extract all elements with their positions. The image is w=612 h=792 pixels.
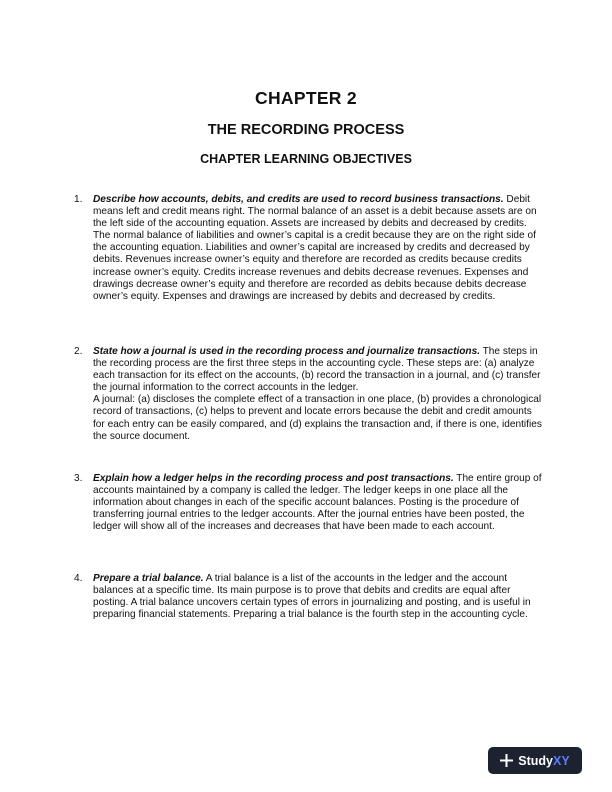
objective-text: Debit means left and credit means right. The normal balance of an asset is a debit because assets are on the left side of the accounting equation. Assets are increased by debits and decreased by credits. The normal balance of liabilities and owner’s capital is a credit because they are on the right side of the accounting equation. Liabilities and owner’s capital are increased by credits and decreased by debits. Revenues increase owner’s equity and therefore are recorded as credits because credits increase owner’s equity. Credits increase revenues and debits decrease revenues. Expenses and drawings decrease owner’s equity and therefore are recorded as debits because debits decrease owner’s equity. Expenses and drawings are increased by debits and decreased by credits. (93, 194, 537, 302)
objective-number: 2. (74, 346, 83, 357)
objective-text: The steps in the recording process are the first three steps in the accounting cycle. These steps are: (a) analyze each transaction for its effect on the accounts, (b) record the transaction in a journal, and (c) transfer the journal information to the correct accounts in the ledger. (93, 346, 541, 394)
objective-1 (74, 194, 544, 303)
objective-body (93, 346, 544, 443)
objective-text: A trial balance is a list of the accounts in the ledger and the account balances at a specific time. Its main purpose is to prove that debits and credits are equal after posting. A trial balance uncovers certain types of errors in journalizing and posting, and is useful in preparing financial statements. Preparing a trial balance is the fourth step in the accounting cycle. (93, 573, 531, 621)
objective-lead: Explain how a ledger helps in the recording process and post transactions. (93, 473, 454, 484)
brand-prefix: Study (518, 753, 554, 768)
objective-body (93, 573, 544, 621)
objective-lead: Describe how accounts, debits, and credits are used to record business transactions. (93, 194, 504, 205)
objective-4 (74, 573, 544, 621)
objective-number: 3. (74, 473, 83, 484)
objective-text: The entire group of accounts maintained by a company is called the ledger. The ledger keeps in one place all the information about changes in each of the specific account balances. Posting is the procedure of transferring journal entries to the ledger accounts. After the journal entries have been posted, the ledger will show all of the increases and decreases that have been made to each account. (93, 473, 542, 533)
studyxy-watermark-badge (488, 747, 582, 774)
section-subtitle: CHAPTER LEARNING OBJECTIVES (200, 152, 412, 166)
objective-text-continued: A journal: (a) discloses the complete effect of a transaction in one place, (b) provides a chronological record of transactions, (c) helps to prevent and locate errors because the debit and credit amounts for each entry can be easily compared, and (d) explains the transaction and, if there is one, identifies the source document. (93, 394, 542, 442)
objective-body (93, 194, 544, 303)
objective-2 (74, 346, 544, 443)
chapter-heading: CHAPTER 2 (255, 88, 357, 108)
objective-number: 4. (74, 573, 83, 584)
plus-icon (500, 754, 513, 767)
objective-lead: State how a journal is used in the recording process and journalize transactions. (93, 346, 481, 357)
objective-body (93, 473, 544, 533)
brand-logo-text (518, 754, 569, 768)
brand-suffix: XY (553, 753, 570, 768)
objective-lead: Prepare a trial balance. (93, 573, 204, 584)
objective-3 (74, 473, 544, 533)
objective-number: 1. (74, 194, 83, 205)
page-title: THE RECORDING PROCESS (207, 122, 405, 138)
